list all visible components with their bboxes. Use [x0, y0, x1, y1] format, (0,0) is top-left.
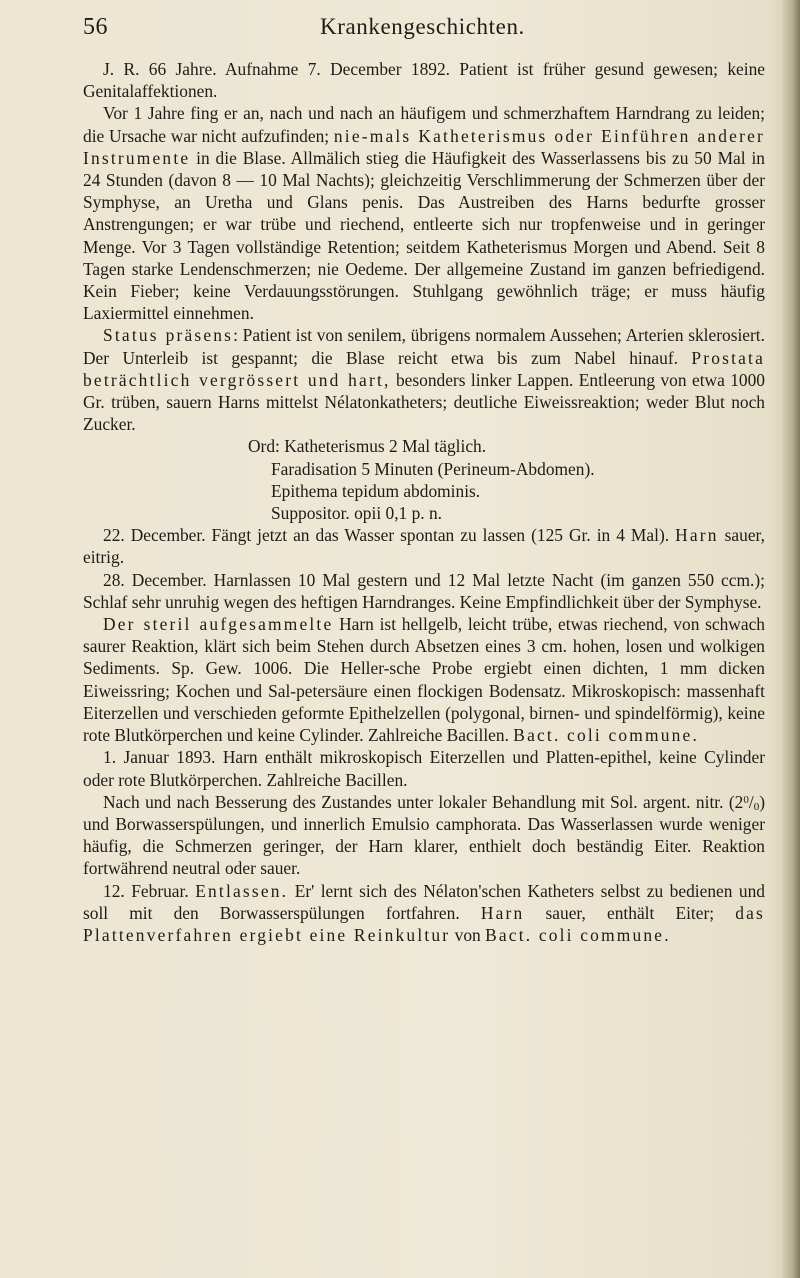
- emphasis-text: Bact. coli commune.: [513, 725, 699, 746]
- emphasis-text: Harn: [675, 525, 719, 546]
- paragraph-treatment: Nach und nach Besserung des Zustandes unter lokaler Behandlung mit Sol. argent. nitr. $(2^0/_0)$ und Borwasserspülungen, und innerlich Emulsio camphorata. Das Wasserlassen wurde weniger häufig, die Schmerzen geringer, der Harn klarer, enthielt doch beständig Eiter. Reaktion fortwährend neutral oder sauer.: [83, 791, 765, 879]
- paragraph-discharge: 12. Februar. Entlassen. Er' lernt sich des Nélaton'schen Katheters selbst zu bedienen und soll mit den Borwasserspülungen fortfahren. Harn sauer, enthält Eiter; das Plattenverfahren ergiebt eine Reinkultur von Bact. coli commune.: [83, 880, 766, 945]
- paragraph-anamnesis: Vor 1 Jahre fing er an, nach und nach an häufigem und schmerzhaftem Harndrang zu leiden; die Ursache war nicht aufzufinden; nie-mals Katheterismus oder Einführen anderer Instrumente in die Blase. Allmälich stieg die Häufigkeit des Wasserlassens bis zu 50 Mal in 24 Stunden (davon 8 — 10 Mal Nachts); gleichzeitig Verschlimmerung der Schmerzen über der Symphyse, an Uretha und Glans penis. Das Austreiben des Harns bedurfte grosser Anstrengungen; er war trübe und riechend, entleerte sich nur tropfenweise und in geringer Menge. Vor 3 Tagen vollständige Retention; seitdem Katheterismus Morgen und Abend. Seit 8 Tagen starke Lendenschmerzen; nie Oedeme. Der allgemeine Zustand im ganzen befriedigend. Kein Fieber; keine Verdauungsstörungen. Stuhlgang gewöhnlich träge; er muss häufig Laxiermittel einnehmen.: [83, 103, 765, 324]
- emphasis-text: Harn: [480, 902, 525, 923]
- emphasis-text: nie-mals Katheterismus oder Einführen anderer Instrumente: [83, 125, 765, 168]
- emphasis-text: Entlassen.: [195, 880, 289, 901]
- ordination-line: Suppositor. opii 0,1 p. n.: [271, 503, 443, 524]
- paragraph-december-28: 28. December. Harnlassen 10 Mal gestern und 12 Mal letzte Nacht (im ganzen 550 ccm.); Schlaf sehr unruhig wegen des heftigen Harndranges. Keine Empfindlichkeit über der Symphyse.: [83, 569, 765, 612]
- paragraph-urine-analysis: Der steril aufgesammelte Harn ist hellgelb, leicht trübe, etwas riechend, von schwach saurer Reaktion, klärt sich beim Stehen durch Absetzen eines 3 cm. hohen, losen und wolkigen Sediments. Sp. Gew. 1006. Die Heller-sche Probe ergiebt einen dichten, 1 mm dicken Eiweissring; Kochen und Sal-petersäure einen flockigen Bodensatz. Mikroskopisch: massenhaft Eiterzellen und verschieden geformte Epithelzellen (polygonal, birnen- und spindelförmig), keine rote Blutkörperchen und keine Cylinder. Zahlreiche Bacillen. Bact. coli commune.: [83, 614, 765, 746]
- page-edge-shadow: [782, 0, 800, 1278]
- paragraph-status-praesens: Status präsens: Patient ist von senilem, übrigens normalem Aussehen; Arterien sklerosiert. Der Unterleib ist gespannt; die Blase reicht etwa bis zum Nabel hinauf. Prostata beträchtlich vergrössert und hart, besonders linker Lappen. Entleerung von etwa 1000 Gr. trüben, sauern Harns mittelst Nélatonkatheters; deutliche Eiweissreaktion; weder Blut noch Zucker.: [83, 325, 765, 435]
- paragraph-patient-intro: J. R. 66 Jahre. Aufnahme 7. December 1892. Patient ist früher gesund gewesen; keine Genitalaffektionen.: [83, 59, 765, 102]
- ordination-line: Epithema tepidum abdominis.: [271, 480, 481, 501]
- emphasis-text: Der steril aufgesammelte: [103, 614, 334, 635]
- paragraph-december-22: 22. December. Fängt jetzt an das Wasser spontan zu lassen (125 Gr. in 4 Mal). Harn sauer, eitrig.: [83, 525, 765, 568]
- emphasis-text: das Plattenverfahren ergiebt eine Reinkultur: [83, 902, 765, 945]
- ordination-line: Faradisation 5 Minuten (Perineum-Abdomen).: [271, 458, 595, 479]
- paragraph-january-1: 1. Januar 1893. Harn enthält mikroskopisch Eiterzellen und Platten-epithel, keine Cylinder oder rote Blutkörperchen. Zahlreiche Bacillen.: [83, 747, 765, 790]
- page-number: 56: [83, 14, 108, 40]
- ordination-line: Ord: Katheterismus 2 Mal täglich.: [248, 436, 487, 457]
- running-title: Krankengeschichten.: [320, 14, 525, 39]
- page-header: [0, 6, 800, 46]
- emphasis-text: Prostata beträchtlich vergrössert und hart,: [83, 347, 765, 390]
- emphasis-text: Status präsens: [103, 325, 234, 346]
- emphasis-text: Bact. coli commune.: [485, 924, 671, 945]
- case-history-text: [83, 58, 765, 946]
